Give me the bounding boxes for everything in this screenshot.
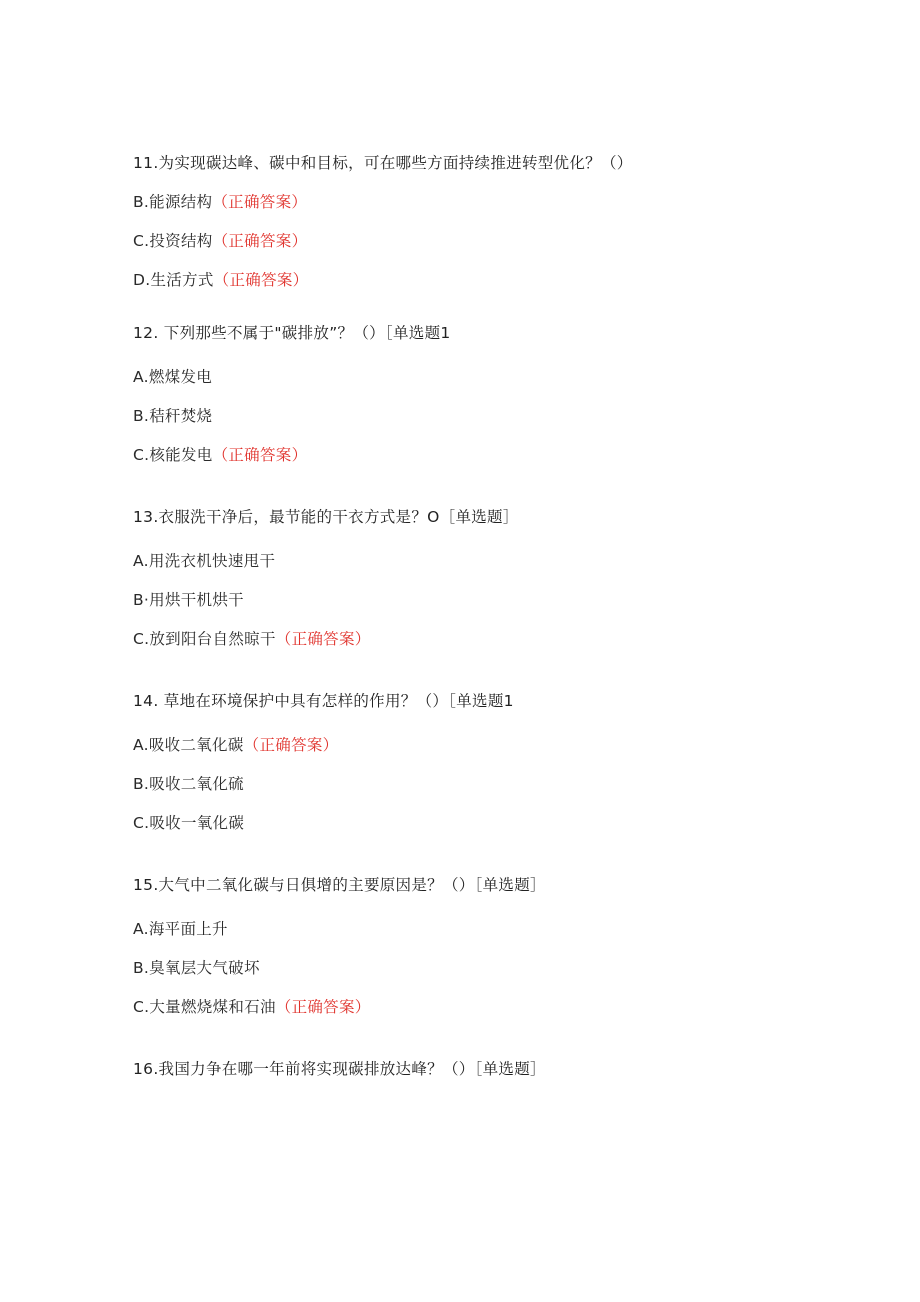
correct-answer-mark: （正确答案） — [212, 193, 308, 211]
option — [133, 367, 212, 387]
correct-answer-mark: （正确答案） — [243, 736, 339, 754]
option — [133, 406, 212, 426]
option — [133, 813, 244, 833]
question-12: 12. 下列那些不属于"碳排放”？（）［单选题1 — [133, 324, 451, 342]
option — [133, 590, 244, 610]
question-15: 15.大气中二氧化碳与日俱增的主要原因是？（）［单选题］ — [133, 876, 546, 894]
option-text: C.大量燃烧煤和石油 — [133, 998, 276, 1016]
option — [133, 551, 275, 571]
question-14: 14. 草地在环境保护中具有怎样的作用？（）［单选题1 — [133, 692, 514, 710]
correct-answer-mark: （正确答案） — [212, 232, 308, 250]
correct-answer-mark: （正确答案） — [275, 630, 371, 648]
option-text: B·用烘干机烘干 — [133, 591, 244, 609]
option-text: B.秸秆焚烧 — [133, 407, 213, 425]
option — [133, 629, 371, 649]
question-11: 11.为实现碳达峰、碳中和目标，可在哪些方面持续推进转型优化？（） — [133, 154, 633, 172]
option-text: B.臭氧层大气破坏 — [133, 959, 260, 977]
option-text: C.核能发电 — [133, 446, 213, 464]
option-text: C.投资结构 — [133, 232, 213, 250]
option — [133, 958, 260, 978]
question-16: 16.我国力争在哪一年前将实现碳排放达峰？（）［单选题］ — [133, 1060, 546, 1078]
option — [133, 445, 307, 465]
option — [133, 997, 371, 1017]
option — [133, 270, 308, 290]
option — [133, 231, 307, 251]
option-text: B.能源结构 — [133, 193, 213, 211]
option — [133, 774, 244, 794]
option-text: A.用洗衣机快速甩干 — [133, 552, 276, 570]
option-text: B.吸收二氧化硫 — [133, 775, 244, 793]
option — [133, 919, 228, 939]
correct-answer-mark: （正确答案） — [275, 998, 371, 1016]
question-13: 13.衣服洗干净后，最节能的干衣方式是？O［单选题］ — [133, 508, 519, 526]
option-text: C.吸收一氧化碳 — [133, 814, 245, 832]
option — [133, 735, 338, 755]
option-text: D.生活方式 — [133, 271, 214, 289]
option-text: A.吸收二氧化碳 — [133, 736, 244, 754]
option-text: A.海平面上升 — [133, 920, 228, 938]
correct-answer-mark: （正确答案） — [212, 446, 308, 464]
option-text: A.燃煤发电 — [133, 368, 213, 386]
option-text: C.放到阳台自然晾干 — [133, 630, 276, 648]
correct-answer-mark: （正确答案） — [213, 271, 309, 289]
option — [133, 192, 307, 212]
